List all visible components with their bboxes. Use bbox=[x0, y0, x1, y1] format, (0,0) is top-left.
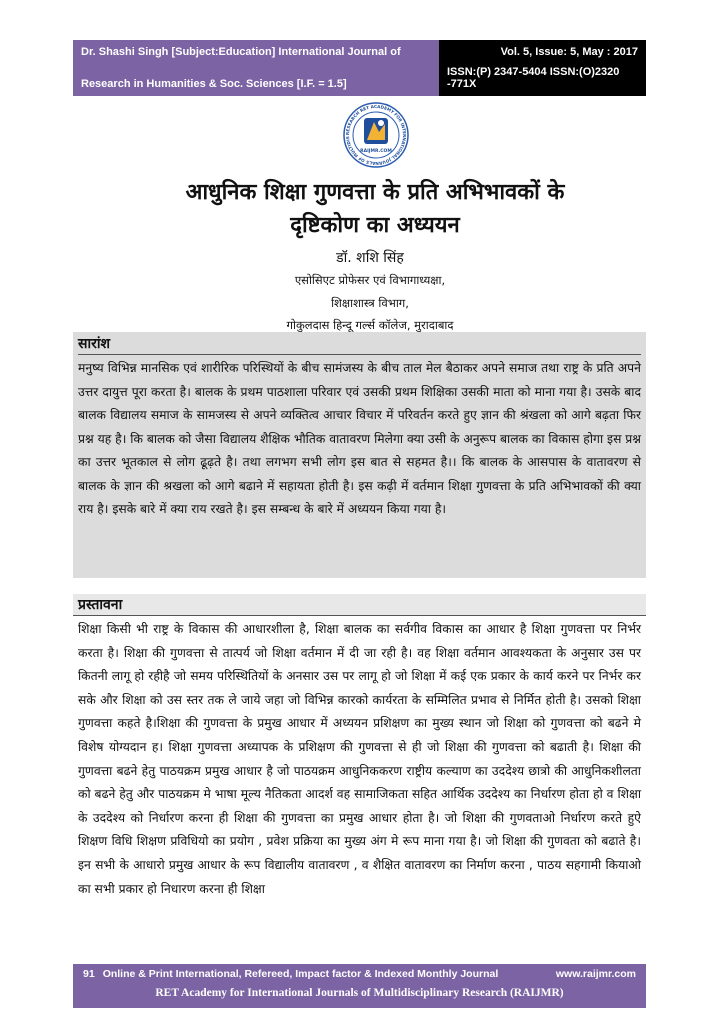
raijmr-logo bbox=[343, 102, 409, 168]
paper-title bbox=[80, 176, 670, 242]
author-department: शिक्षाशास्त्र विभाग, bbox=[331, 296, 409, 310]
logo-ring-text: RESEARCH RET ACADEMY FOR INTERNATIONAL JOURNALS OF MULTIDIS bbox=[344, 103, 408, 167]
journal-header bbox=[73, 40, 646, 96]
journal-name-line2: Research in Humanities & Soc. Sciences [I.F. = 1.5] bbox=[81, 78, 347, 90]
issue-info-block bbox=[439, 40, 646, 96]
introduction-text: शिक्षा किसी भी राष्ट्र के विकास की आधारशीला है, शिक्षा बालक का सर्वगीव विकास का आधार है शिक्षा गुणवत्ता पर निर्भर करता है। शिक्षा की गुणवत्ता से तात्पर्य जो शिक्षा वर्तमान में दी जा रही है। वह शिक्षा वर्तमान आवश्यकता के अनुसार उस पर कितनी लागू हो रहीहै जो समय परिस्थितियों के अनसार उस पर लागू हो जो शिक्षा में कई एक प्रकार के कार्य करने पर निर्भर कर सके और शिक्षा को उस स्तर तक ले जाये जहा जो विभिन्न कारको कार्यरता के सम्मिलित प्रभाव से निर्मित होती है। उसको शिक्षा गुणवत्ता कहते है।शिक्षा की गुणवत्ता के प्रमुख आधार में अध्ययन प्रशिक्षण का मुख्य स्थान जो शिक्षा को गुणवत्ता को बढने मे विशेष योग्यदान ह। शिक्षा गुणवत्ता अध्यापक के प्रशिक्षण की गुणवत्ता से ही जो शिक्षा की गुणवत्ता को बढाती है। शिक्षा की गुणवत्ता बढने हेतु पाठयक्रम प्रमुख आधार है जो पाठयक्रम आधुनिककरण राष्ट्रीय कल्याण का उददेश्य छात्रो की आधुनिकशीलता को बढने हेतु और पाठयक्रम मे भाषा मूल्य नैतिकता आदर्श वह सामाजिकता सहित आर्थिक उददेश्य का निर्धारण होता हो व शिक्षा के उददेश्य को निर्धारण करना ही शिक्षा की गुणवत्ता का प्रमुख आधार होता है। जो शिक्षा की गुणवताओ निर्धारण करते हुऐ शिक्षण विधि शिक्षण प्रविधियो का प्रयोग , प्रवेश प्रक्रिया का मुख्य अंग मे रूप माना गया है। जो शिक्षा की गुणवता को बढाते है। इन सभी के आधारो प्रमुख आधार के रूप विद्यालीय वातावरण , व शैक्षित वातावरण का निर्माण करना , पाठय सहगामी कियाओ का सभी प्रकार हो निधारण करना ही शिक्षा bbox=[78, 622, 641, 896]
logo-text: RAIJMR.COM bbox=[360, 149, 392, 154]
abstract-heading: सारांश bbox=[78, 334, 641, 355]
introduction-heading: प्रस्तावना bbox=[73, 594, 646, 616]
journal-description: Online & Print International, Refereed, Impact factor & Indexed Monthly Journal bbox=[102, 968, 499, 980]
journal-info-block bbox=[73, 40, 439, 96]
volume-issue: Vol. 5, Issue: 5, May : 2017 bbox=[500, 46, 638, 58]
author-institution: गोकुलदास हिन्दू गर्ल्स कॉलेज, मुरादाबाद bbox=[286, 318, 454, 332]
journal-name-line1: Dr. Shashi Singh [Subject:Education] International Journal of bbox=[81, 46, 401, 58]
issn-numbers: ISSN:(P) 2347-5404 ISSN:(O)2320 -771X bbox=[447, 66, 620, 90]
page-footer bbox=[73, 964, 646, 1008]
website-link[interactable]: www.raijmr.com bbox=[555, 968, 636, 980]
title-line-2: दृष्टिकोण का अध्ययन bbox=[290, 213, 460, 238]
page-number: 91 bbox=[83, 968, 95, 980]
author-designation: एसोसिएट प्रोफेसर एवं विभागाध्यक्षा, bbox=[294, 273, 446, 287]
title-line-1: आधुनिक शिक्षा गुणवत्ता के प्रति अभिभावकों के bbox=[185, 180, 565, 205]
footer-top-line bbox=[83, 968, 636, 980]
author-name: डॉ. शशि सिंह bbox=[336, 250, 404, 266]
abstract-text: मनुष्य विभिन्न मानसिक एवं शारीरिक परिस्थियों के बीच सामंजस्य के बीच ताल मेल बैठाकर अपने समाज तथा राष्ट्र के प्रति अपने उत्तर दायुत्त पूरा करता है। बालक के प्रथम पाठशाला परिवार एवं उसकी प्रथम शिक्षिका उसकी माता को माना गया है। उसके बाद बालक विद्यालय समाज के सामजस्य से अपने व्यक्तित्व आचार विचार में परिवर्तन करते हुए ज्ञान की श्रंखला को आगे बढ़ता फिर प्रश्न यह है। कि बालक को जैसा विद्यालय शैक्षिक भौतिक वातावरण मिलेगा क्या उसी के अनुरूप बालक का विकास होगा इस प्रश्न का उत्तर भूतकाल से लोग ढूढ़ते है। तथा लगभग सभी लोग इस बात से सहमत है।। कि बालक के आसपास के वातावरण से बालक के ज्ञान की श्रखला को आगे बढाने में सहायता होती है। इस कढ़ी में वर्तमान शिक्षा गुणवत्ता के प्रति अभिभावकों की क्या राय है। इसके बारे में क्या राय रखते है। इस सम्बन्ध के बारे में अध्ययन किया गया है। bbox=[78, 361, 641, 516]
abstract-section bbox=[73, 332, 646, 578]
academy-name: RET Academy for International Journals of Multidisciplinary Research (RAIJMR) bbox=[155, 987, 564, 999]
footer-left bbox=[83, 968, 498, 980]
